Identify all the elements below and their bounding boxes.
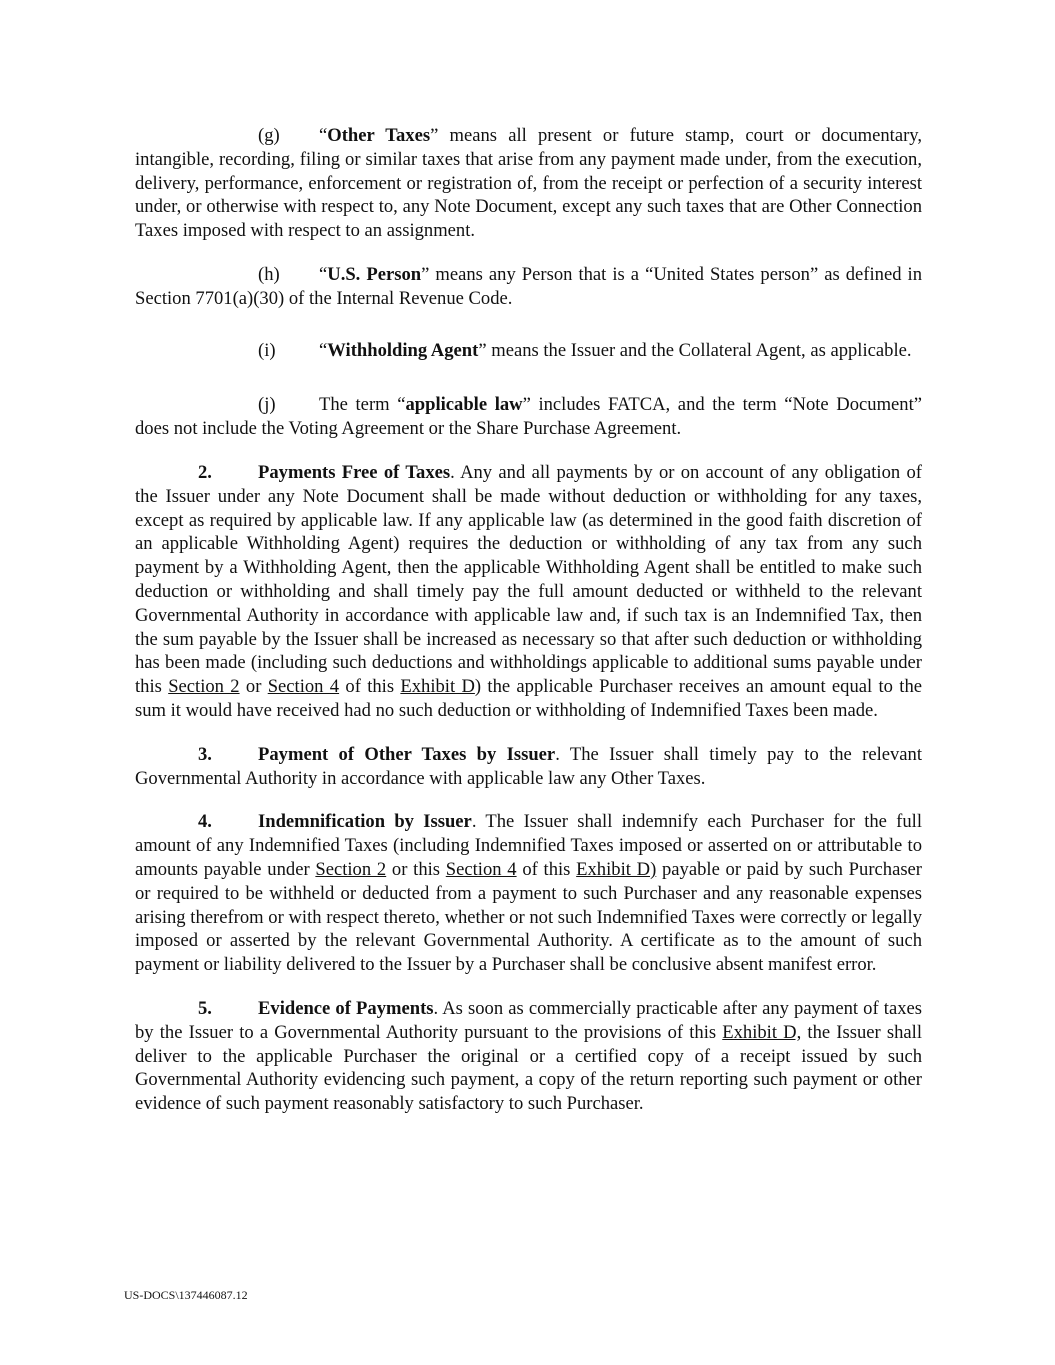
defined-term: U.S. Person bbox=[327, 263, 422, 285]
definition-text: ” includes FATCA, and the term “Note Document” does not include the Voting Agreement or the Share Purchase Agreement. bbox=[135, 394, 922, 440]
definition-text: means any Person that is a “United States person” as defined in Section 7701(a)(30) of the Internal Revenue Code. bbox=[135, 263, 923, 309]
defined-term: Other Taxes bbox=[327, 125, 431, 146]
section-number: 3. bbox=[198, 743, 212, 765]
definition-us-person bbox=[135, 263, 922, 311]
definition-lead: The term “ bbox=[319, 394, 406, 416]
document-body bbox=[135, 124, 922, 1116]
open-quote: “ bbox=[319, 339, 328, 361]
definition-marker: (g) bbox=[258, 125, 280, 146]
section-text: of this bbox=[339, 676, 401, 698]
section-evidence-of-payments bbox=[135, 997, 922, 1116]
definition-marker: (i) bbox=[258, 339, 276, 361]
definition-marker: (j) bbox=[258, 394, 276, 416]
section-text: or bbox=[239, 676, 268, 698]
section-number: 4. bbox=[198, 811, 212, 833]
section-text: . The Issuer shall indemnify each Purchaser for the full amount of any Indemnified Taxes (including Indemnified Taxes imposed or asserted on or attributable to amounts payable under bbox=[135, 811, 923, 880]
cross-reference-link[interactable]: Exhibit D bbox=[400, 676, 475, 698]
section-heading: Indemnification by Issuer bbox=[258, 811, 472, 833]
section-heading: Payment of Other Taxes by Issuer bbox=[258, 743, 556, 765]
cross-reference-link[interactable]: Exhibit D, bbox=[722, 1021, 802, 1043]
cross-reference-link[interactable]: Section 2 bbox=[168, 676, 240, 698]
definition-text: means the Issuer and the Collateral Agent, as applicable. bbox=[486, 339, 912, 361]
cross-reference-link[interactable]: Section 2 bbox=[315, 858, 387, 880]
footer-doc-id: US-DOCS\137446087.12 bbox=[124, 1288, 248, 1302]
section-payments-free-of-taxes bbox=[135, 461, 922, 723]
section-indemnification-by-issuer bbox=[135, 810, 922, 977]
close-quote: ” bbox=[430, 125, 439, 146]
section-text: ) the applicable Purchaser receives an amount equal to the sum it would have received had no such deduction or withholding of Indemnified Taxes been made. bbox=[135, 676, 923, 721]
definition-applicable-law bbox=[135, 393, 922, 441]
close-quote: ” bbox=[421, 263, 430, 285]
section-text: or this bbox=[386, 858, 446, 880]
definition-text: means all present or future stamp, court or documentary, intangible, recording, filing or similar taxes that arise from any payment made under, from the execution, delivery, performance, enforcement or registration of, from the receipt or perfection of a security interest under, or otherwise with respect to, any Note Document, except any such taxes that are Other Connection Taxes imposed with respect to an assignment. bbox=[135, 125, 922, 242]
section-text: . As soon as commercially practicable after any payment of taxes by the Issuer to a Governmental Authority pursuant to the provisions of this bbox=[135, 997, 922, 1043]
section-number: 5. bbox=[198, 997, 212, 1019]
section-heading: Evidence of Payments bbox=[258, 997, 434, 1019]
definition-other-taxes bbox=[135, 124, 922, 243]
section-text: the Issuer shall deliver to the applicable Purchaser the original or a certified copy of a receipt issued by such Governmental Authority evidencing such payment, a copy of the return reporting such payment or other evidence of such payment reasonably satisfactory to such Purchaser. bbox=[135, 1021, 922, 1115]
open-quote: “ bbox=[319, 125, 328, 146]
definition-marker: (h) bbox=[258, 263, 280, 285]
open-quote: “ bbox=[319, 263, 328, 285]
cross-reference-link[interactable]: Exhibit D) bbox=[576, 858, 657, 880]
defined-term: applicable law bbox=[405, 394, 523, 416]
section-text: payable or paid by such Purchaser or required to be withheld or deducted from a payment to such Purchaser and any reasonable expenses arising therefrom or with respect thereto, whether or not such Indemnified Taxes were correctly or legally imposed or asserted by the relevant Governmental Authority. A certificate as to the amount of such payment or liability delivered to the Issuer by a Purchaser shall be conclusive absent manifest error. bbox=[135, 858, 922, 976]
close-quote: ” bbox=[478, 339, 487, 361]
section-text: of this bbox=[516, 858, 577, 880]
section-text: . The Issuer shall timely pay to the relevant Governmental Authority in accordance with applicable law any Other Taxes. bbox=[135, 743, 922, 789]
section-number: 2. bbox=[198, 461, 212, 483]
defined-term: Withholding Agent bbox=[327, 339, 479, 361]
section-heading: Payments Free of Taxes bbox=[258, 461, 451, 483]
section-text: . Any and all payments by or on account of any obligation of the Issuer under any Note Document shall be made without deduction or withholding for any taxes, except as required by applicable law. If any applicable law (as determined in the good faith discretion of an applicable Withholding Agent) requires the deduction or withholding of any tax from any such payment by a Withholding Agent, then the applicable Withholding Agent shall be entitled to make such deduction or withholding and shall timely pay the full amount deducted or withheld to the relevant Governmental Authority in accordance with applicable law and, if such tax is an Indemnified Tax, then the sum payable by the Issuer shall be increased as necessary so that after such deduction or withholding has been made (including such deductions and withholdings applicable to additional sums payable under this bbox=[135, 461, 922, 698]
cross-reference-link[interactable]: Section 4 bbox=[267, 676, 340, 698]
cross-reference-link[interactable]: Section 4 bbox=[445, 858, 517, 880]
section-payment-of-other-taxes bbox=[135, 743, 922, 791]
definition-withholding-agent bbox=[135, 339, 922, 363]
